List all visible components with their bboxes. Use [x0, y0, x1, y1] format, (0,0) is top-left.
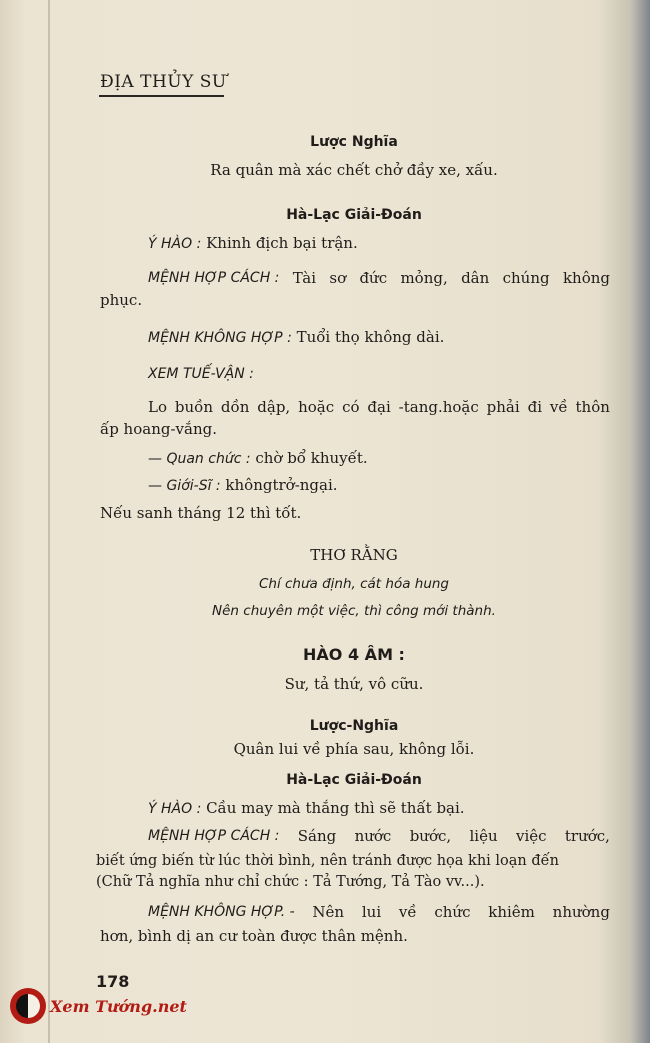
menh-hop-2-cont-2: (Chữ Tả nghĩa như chỉ chức : Tả Tướng, Tả Tào vv...). [96, 874, 485, 890]
menh-khong-label: MỆNH KHÔNG HỢP : [148, 330, 292, 346]
word: nước [354, 827, 392, 845]
poem-heading: THƠ RẰNG [310, 546, 398, 564]
gioi-si-line [148, 475, 338, 496]
section-heading-luoc-nghia-2: Lược-Nghĩa [309, 718, 399, 734]
poem-line-1: Chí chưa định, cát hóa hung [258, 576, 450, 592]
word: phải [486, 398, 520, 416]
y-hao-label: Ý HÀO : [148, 236, 202, 252]
luoc-nghia-2-text: Quân lui về phía sau, không lỗi. [233, 740, 475, 758]
word: bước, [409, 827, 452, 845]
menh-hop-2-cont-1: biết ứng biến từ lúc thời bình, nên tránh được họa khi loạn đến [96, 853, 559, 869]
word: -tang.hoặc [398, 398, 479, 416]
quan-chuc-label: — Quan chức : [148, 451, 251, 467]
xem-tue-cont: ấp hoang-vắng. [100, 420, 217, 438]
quan-chuc-text: chờ bổ khuyết. [255, 449, 368, 467]
word: buồn [174, 398, 214, 416]
menh-hop-cont: phục. [100, 291, 143, 309]
y-hao-2-line [148, 798, 465, 819]
menh-hop-line [148, 268, 610, 288]
gioi-si-text: khôngtrở-ngại. [225, 476, 338, 494]
menh-hop-2-line [148, 826, 610, 846]
section-heading-ha-lac: Hà-Lạc Giải-Đoán [286, 207, 422, 223]
word: lui [361, 903, 382, 921]
section-heading-ha-lac-2: Hà-Lạc Giải-Đoán [286, 772, 422, 788]
word: chức [434, 903, 471, 921]
y-hao-2-label: Ý HÀO : [148, 801, 202, 817]
word: đức [359, 269, 388, 287]
word: về [398, 903, 417, 921]
word: không [562, 269, 610, 287]
word: nhường [552, 903, 610, 921]
word: Lo [148, 398, 167, 416]
word: Tài [292, 269, 317, 287]
page-fold-line [48, 0, 50, 1043]
word: việc [515, 827, 547, 845]
word: sơ [329, 269, 347, 287]
luoc-nghia-text: Ra quân mà xác chết chở đầy xe, xấu. [210, 161, 498, 179]
word: dập, [257, 398, 291, 416]
menh-hop-label: MỆNH HỢP CÁCH : [148, 270, 280, 286]
menh-khong-2-label: MỆNH KHÔNG HỢP. - [148, 904, 295, 920]
menh-khong-2-line [148, 902, 610, 922]
xem-tue-label: XEM TUẾ-VẬN : [148, 366, 254, 382]
word: dân [461, 269, 490, 287]
poem-line-2: Nên chuyên một việc, thì công mới thành. [212, 603, 496, 619]
hao-4-heading: HÀO 4 ÂM : [303, 645, 405, 664]
word: dồn [220, 398, 250, 416]
y-hao-2-text: Cầu may mà thắng thì sẽ thất bại. [206, 799, 465, 817]
word: khiêm [488, 903, 535, 921]
birth-month-note: Nếu sanh tháng 12 thì tốt. [100, 504, 302, 522]
word: mỏng, [400, 269, 448, 287]
word: về [549, 398, 568, 416]
running-header: ĐỊA THỦY SƯ [100, 72, 227, 92]
word: Sáng [297, 827, 337, 845]
word: đại [367, 398, 391, 416]
y-hao-line [148, 233, 358, 254]
yin-yang-icon [10, 988, 46, 1024]
hao-4-subtitle: Sư, tả thứ, vô cữu. [284, 675, 424, 693]
menh-hop-2-label: MỆNH HỢP CÁCH : [148, 828, 280, 844]
section-heading-luoc-nghia: Lược Nghĩa [310, 134, 398, 150]
watermark-logo[interactable] [10, 988, 187, 1024]
word: chúng [502, 269, 550, 287]
quan-chuc-line [148, 448, 368, 469]
word: thôn [575, 398, 610, 416]
word: có [342, 398, 360, 416]
menh-khong-line [148, 327, 444, 348]
xem-tue-line [148, 397, 610, 417]
word: trước, [564, 827, 610, 845]
header-underline [99, 95, 224, 97]
gioi-si-label: — Giới-Sĩ : [148, 478, 221, 494]
watermark-text: Xem Tướng.net [50, 996, 187, 1016]
page-number: 178 [96, 972, 130, 991]
word: Nên [312, 903, 345, 921]
menh-khong-text: Tuổi thọ không dài. [296, 328, 445, 346]
word: hoặc [298, 398, 335, 416]
y-hao-text: Khinh địch bại trận. [206, 234, 358, 252]
word: liệu [469, 827, 498, 845]
menh-khong-2-cont: hơn, bình dị an cư toàn được thân mệnh. [100, 927, 408, 945]
word: đi [527, 398, 542, 416]
